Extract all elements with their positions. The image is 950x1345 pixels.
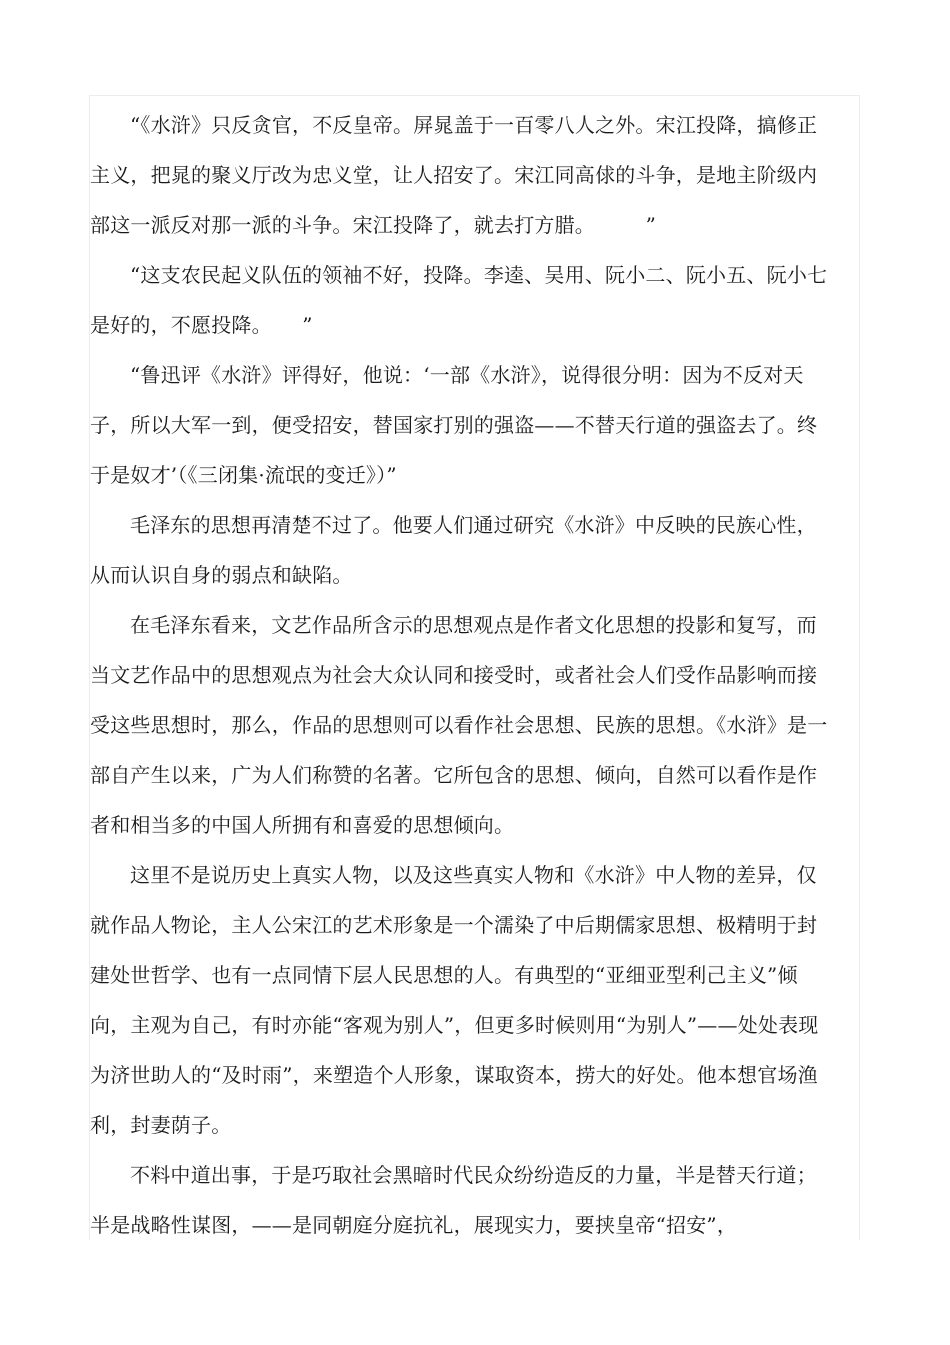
paragraph-quote-3: “鲁迅评《水浒》评得好，他说：‘一部《水浒》，说得很分明：因为不反对天子，所以大军一到，便受招安，替国家打别的强盗——不替天行道的强盗去了。终于是奴才’（《三闭集·流氓的变迁》）” <box>90 363 818 487</box>
paragraph-7: 不料中道出事，于是巧取社会黑暗时代民众纷纷造反的力量，半是替天行道；半是战略性谋图，——是同朝庭分庭抗礼，展现实力，要挟皇帝“招安”， <box>90 1163 817 1237</box>
paragraph-4: 毛泽东的思想再清楚不过了。他要人们通过研究《水浒》中反映的民族心性，从而认识自身的弱点和缺陷。 <box>90 513 817 587</box>
paragraph-5: 在毛泽东看来，文艺作品所含示的思想观点是作者文化思想的投影和复写，而当文艺作品中的思想观点为社会大众认同和接受时，或者社会人们受作品影响而接受这些思想时，那么，作品的思想则可以看作社会思想、民族的思想。《水浒》是一部自产生以来，广为人们称赞的名著。它所包含的思想、倾向，自然可以看作是作者和相当多的中国人所拥有和喜爱的思想倾向。 <box>90 613 828 837</box>
paragraph-quote-1: “《水浒》只反贪官，不反皇帝。屏晁盖于一百零八人之外。宋江投降，搞修正主义，把晁的聚义厅改为忠义堂，让人招安了。宋江同高俅的斗争，是地主阶级内部这一派反对那一派的斗争。宋江投降了，就去打方腊。 ” <box>90 113 818 237</box>
paragraph-quote-2: “这支农民起义队伍的领袖不好，投降。李逵、吴用、阮小二、阮小五、阮小七是好的，不愿投降。 ” <box>90 263 828 337</box>
document-body <box>90 100 830 1250</box>
paragraph-6: 这里不是说历史上真实人物，以及这些真实人物和《水浒》中人物的差异，仅就作品人物论，主人公宋江的艺术形象是一个濡染了中后期儒家思想、极精明于封建处世哲学、也有一点同情下层人民思想的人。有典型的“亚细亚型利己主义”倾向，主观为自己，有时亦能“客观为别人”，但更多时候则用“为别人”——处处表现为济世助人的“及时雨”，来塑造个人形象，谋取资本，捞大的好处。他本想官场渔利，封妻荫子。 <box>90 863 819 1137</box>
